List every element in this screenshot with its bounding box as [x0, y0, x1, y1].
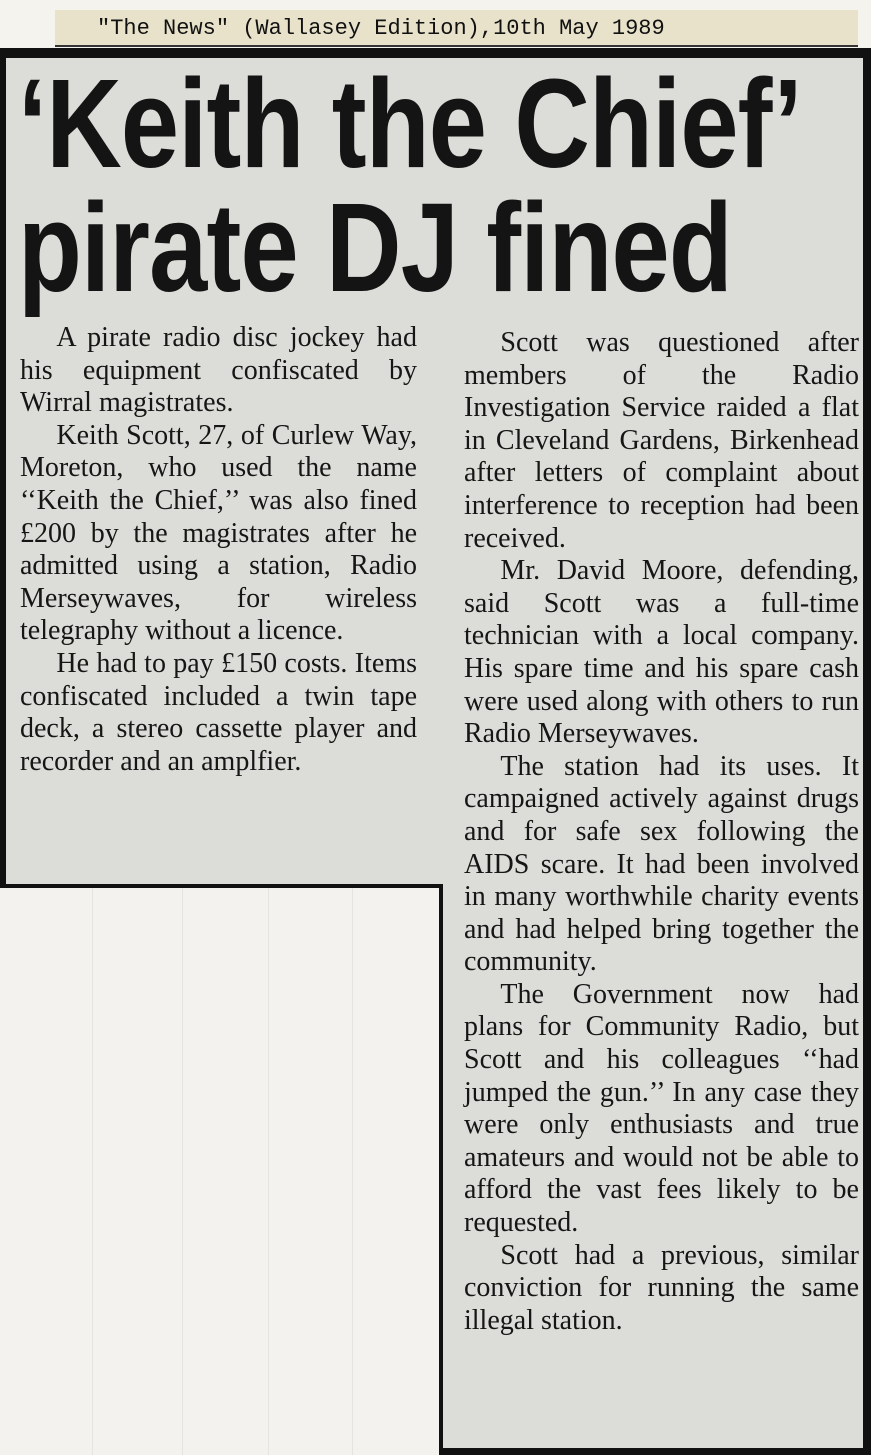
clipping-caption: "The News" (Wallasey Edition),10th May 1989	[55, 10, 858, 47]
paragraph: Scott was questioned after members of the Radio Investigation Service raided a flat in Cleveland Gardens, Birkenhead after letters of complaint about interference to reception had been received.	[464, 327, 859, 554]
paragraph: He had to pay £150 costs. Items confiscated included a twin tape deck, a stereo cassette player and recorder and an amplfier.	[20, 647, 417, 777]
paragraph: Scott had a previous, similar conviction for running the same illegal station.	[464, 1239, 859, 1336]
paragraph: Keith Scott, 27, of Curlew Way, Moreton, who used the name ‘‘Keith the Chief,’’ was also fined £200 by the magistrates after he admitted using a station, Radio Merseywaves, for wireless telegraphy without a licence.	[20, 419, 417, 647]
blank-page-area	[0, 884, 443, 1455]
headline-line-1: ‘Keith the Chief’	[18, 53, 802, 194]
article-headline	[18, 53, 802, 318]
article-column-right	[464, 327, 859, 1337]
paper-fold-line	[92, 888, 93, 1455]
paragraph: A pirate radio disc jockey had his equipment confiscated by Wirral magistrates.	[20, 322, 417, 419]
paragraph: The Government now had plans for Community Radio, but Scott and his colleagues ‘‘had jumped the gun.’’ In any case they were only enthusiasts and true amateurs and would not be able to afford the vast fees likely to be requested.	[464, 978, 859, 1239]
paper-fold-line	[352, 888, 353, 1455]
paper-fold-line	[268, 888, 269, 1455]
headline-line-2: pirate DJ fined	[18, 177, 732, 318]
paragraph: Mr. David Moore, defending, said Scott was a full-time technician with a local company. His spare time and his spare cash were used along with others to run Radio Merseywaves.	[464, 555, 859, 750]
article-column-left	[20, 322, 417, 778]
paragraph: The station had its uses. It campaigned actively against drugs and for safe sex following the AIDS scare. It had been involved in many worthwhile charity events and had helped bring together the community.	[464, 750, 859, 978]
paper-fold-line	[182, 888, 183, 1455]
